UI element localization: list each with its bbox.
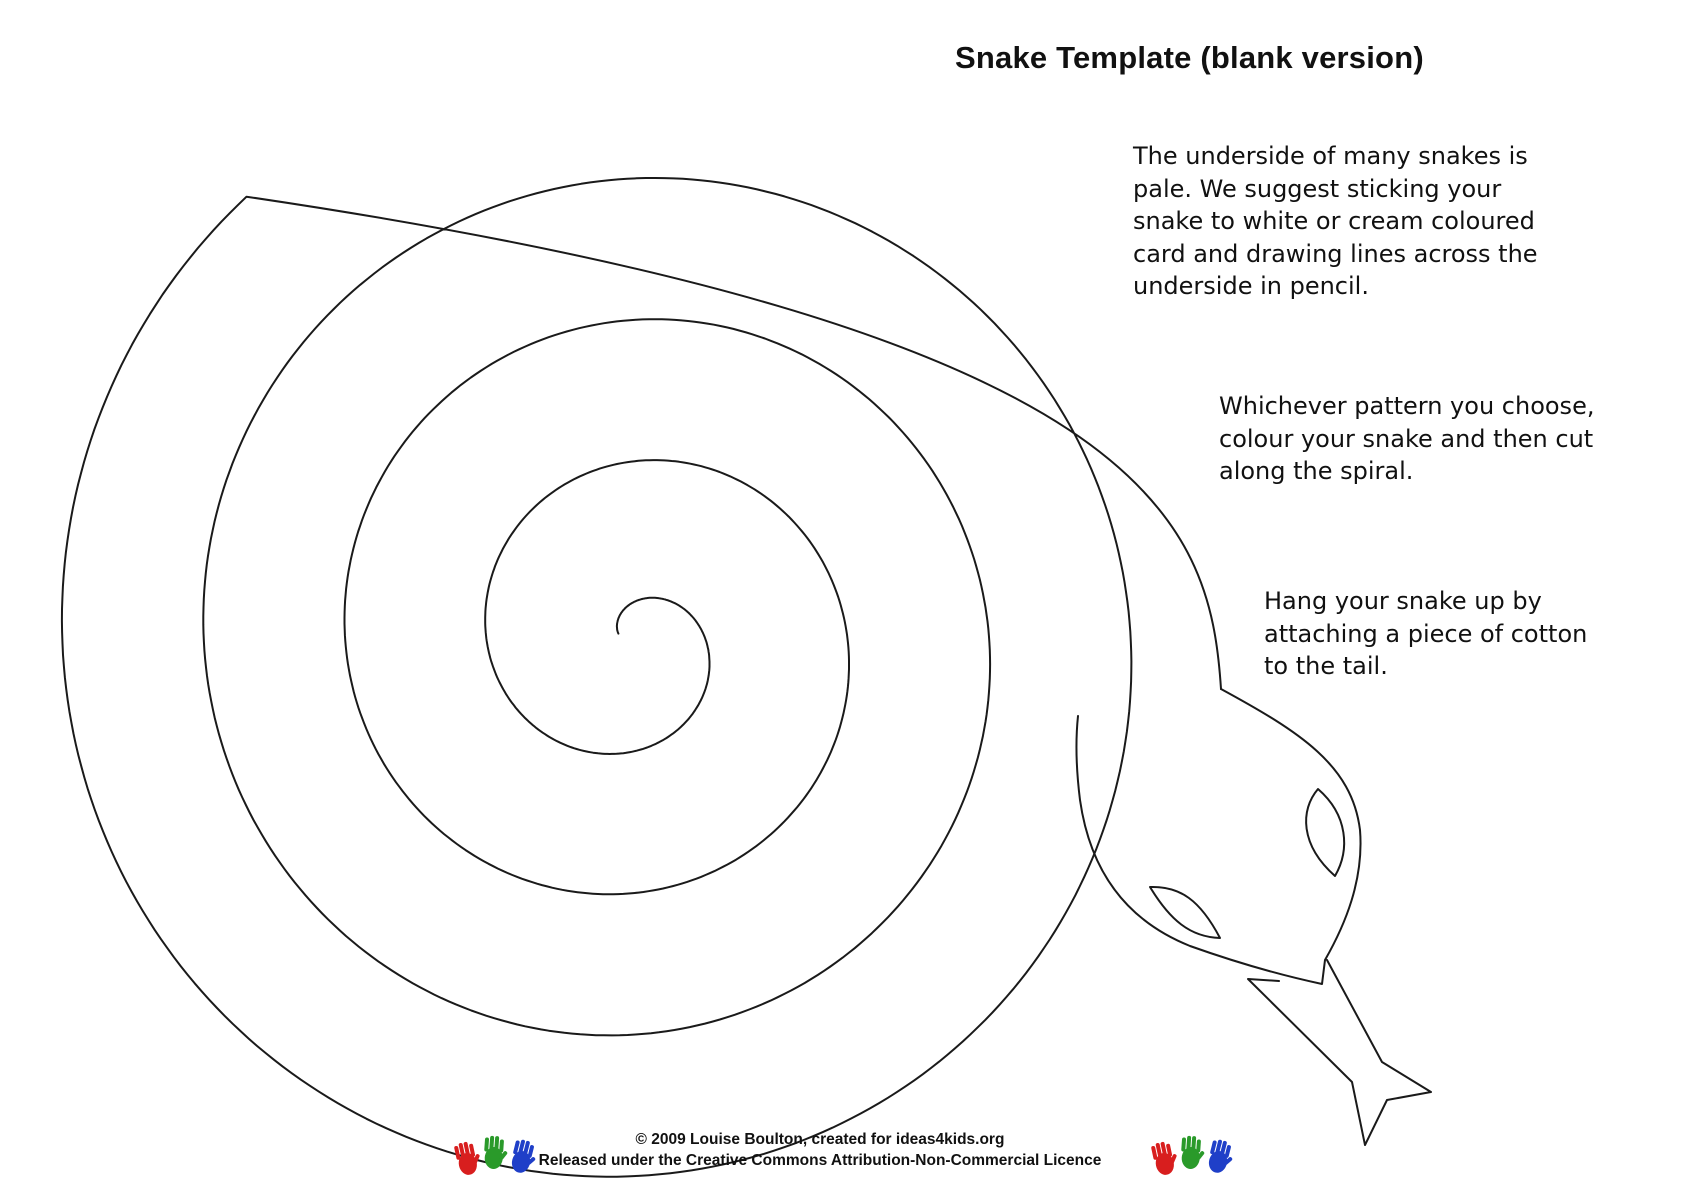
snake-eye-upper: [1306, 789, 1344, 876]
green-hand-icon: [1180, 1135, 1206, 1170]
snake-head-outline: [1076, 689, 1360, 984]
snake-spiral-outline: [62, 178, 1221, 1177]
red-hand-icon: [1150, 1139, 1180, 1176]
snake-tongue: [1248, 960, 1431, 1145]
footer-licence: Released under the Creative Commons Attribution-Non-Commercial Licence: [538, 1152, 1102, 1169]
painted-hands-logo-right: [1145, 1134, 1237, 1178]
blue-hand-icon: [1206, 1138, 1237, 1176]
page-title: Snake Template (blank version): [955, 40, 1424, 75]
instruction-underside: The underside of many snakes is pale. We suggest sticking your snake to white or cream coloured card and drawing lines across the underside in pencil.: [1133, 142, 1538, 300]
instruction-colour-and-cut: Whichever pattern you choose, colour your snake and then cut along the spiral.: [1219, 392, 1595, 485]
footer-copyright: © 2009 Louise Boulton, created for ideas4kids.org: [635, 1131, 1005, 1148]
instruction-hang: Hang your snake up by attaching a piece of cotton to the tail.: [1264, 587, 1588, 680]
